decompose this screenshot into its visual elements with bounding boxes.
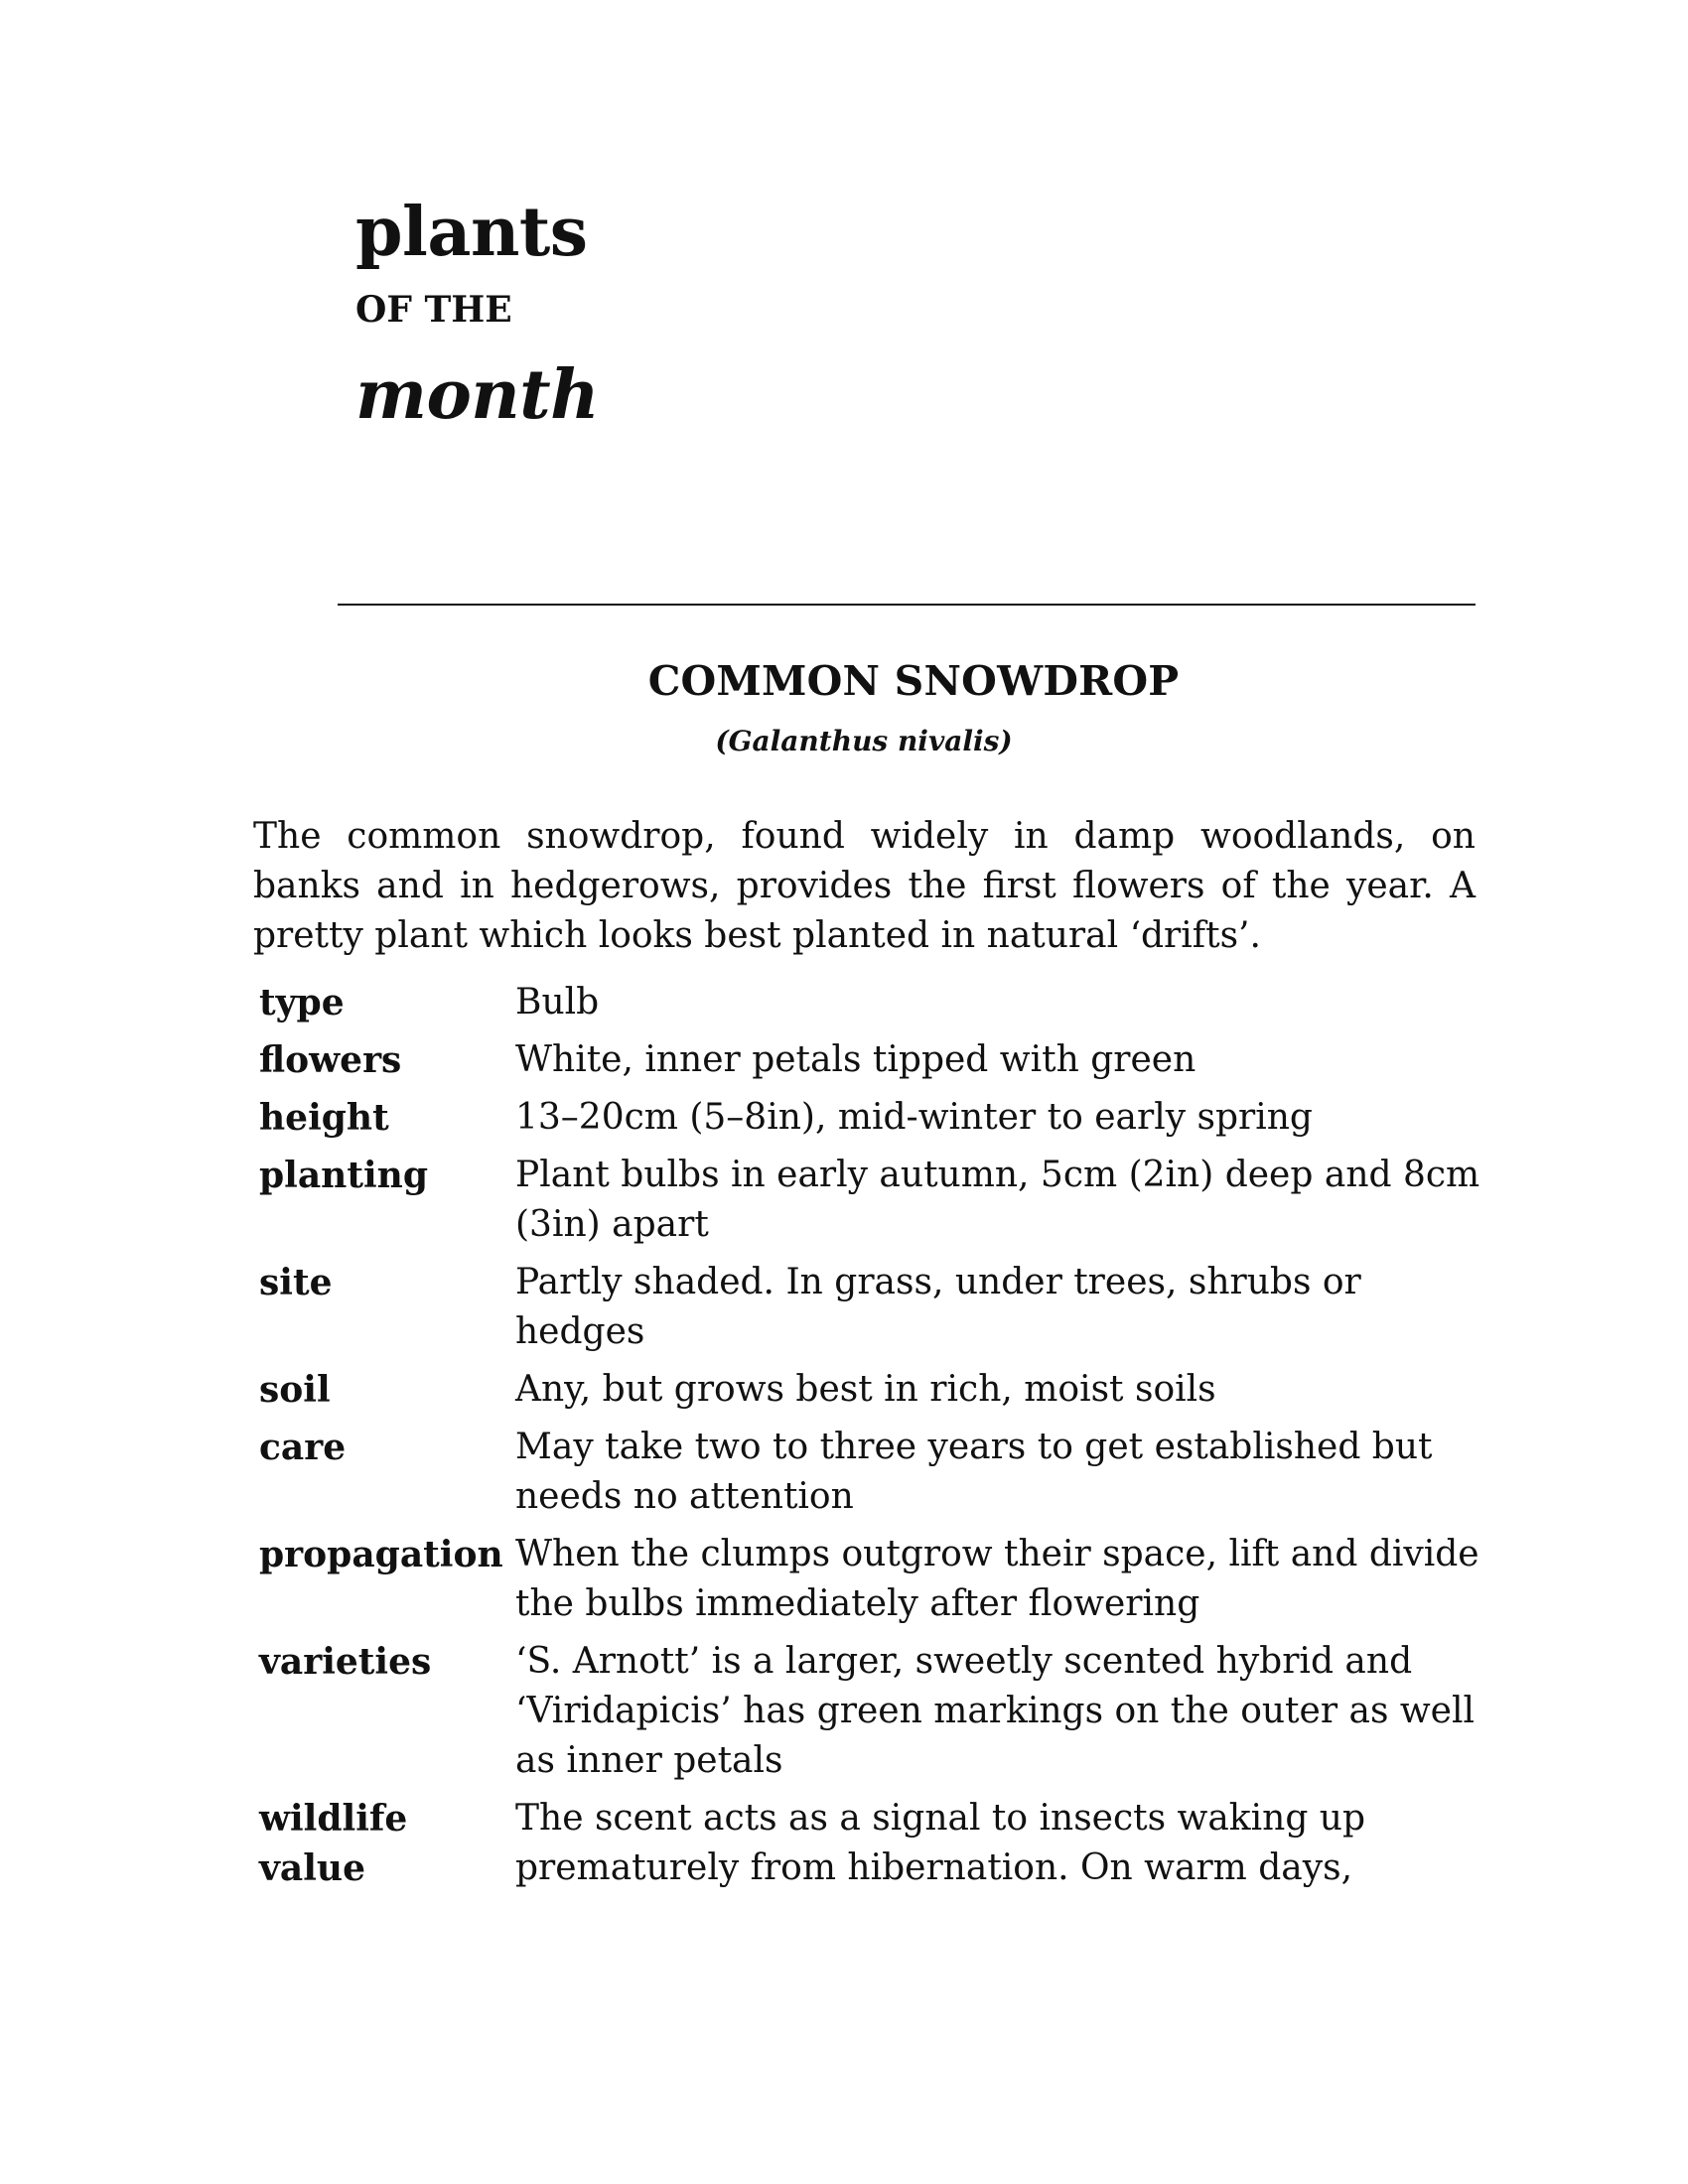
plant-facts-table — [259, 978, 1490, 1901]
fact-row-site — [259, 1258, 1490, 1365]
fact-row-type — [259, 978, 1490, 1035]
heading-of-the: OF THE — [355, 289, 512, 331]
plant-common-name: COMMON SNOWDROP — [647, 657, 1180, 705]
fact-row-care — [259, 1423, 1490, 1530]
plant-intro-paragraph: The common snowdrop, found widely in damp woodlands, on banks and in hedgerows, provides the first flowers of the year. A pretty plant which looks best planted in natural ‘drifts’. — [253, 816, 1476, 956]
fact-label: varieties — [259, 1641, 432, 1683]
fact-value: Any, but grows best in rich, moist soils — [515, 1369, 1216, 1410]
fact-value: ‘S. Arnott’ is a larger, sweetly scented hybrid and ‘Viridapicis’ has green markings on the outer as well as inner petals — [515, 1641, 1476, 1781]
fact-label: planting — [259, 1155, 428, 1196]
fact-value: May take two to three years to get established but needs no attention — [515, 1427, 1433, 1517]
fact-label: height — [259, 1097, 389, 1139]
fact-label: site — [259, 1262, 333, 1303]
fact-row-propagation — [259, 1530, 1490, 1637]
fact-value: 13–20cm (5–8in), mid-winter to early spring — [515, 1097, 1313, 1138]
plant-latin-name: (Galanthus nivalis) — [715, 725, 1013, 757]
fact-value: Bulb — [515, 982, 600, 1023]
fact-value: Partly shaded. In grass, under trees, shrubs or hedges — [515, 1262, 1361, 1352]
fact-value: Plant bulbs in early autumn, 5cm (2in) deep and 8cm (3in) apart — [515, 1155, 1480, 1245]
fact-label: care — [259, 1427, 347, 1468]
fact-label: flowers — [259, 1039, 402, 1081]
fact-row-varieties — [259, 1637, 1490, 1794]
fact-label: soil — [259, 1369, 331, 1411]
heading-month: month — [355, 355, 600, 435]
fact-value: The scent acts as a signal to insects waking up prematurely from hibernation. On warm days, — [515, 1798, 1366, 1888]
fact-row-wildlife-value — [259, 1794, 1490, 1901]
divider-rule — [338, 604, 1476, 606]
fact-row-soil — [259, 1365, 1490, 1423]
fact-label: type — [259, 982, 345, 1024]
fact-label: wildlife value — [259, 1798, 408, 1889]
fact-value: When the clumps outgrow their space, lift and divide the bulbs immediately after flowering — [515, 1534, 1479, 1624]
heading-plants: plants — [355, 193, 588, 272]
fact-row-flowers — [259, 1035, 1490, 1093]
fact-row-planting — [259, 1151, 1490, 1258]
fact-value: White, inner petals tipped with green — [515, 1039, 1196, 1080]
section-heading — [355, 193, 600, 435]
fact-label: propagation — [259, 1534, 503, 1575]
fact-row-height — [259, 1093, 1490, 1151]
